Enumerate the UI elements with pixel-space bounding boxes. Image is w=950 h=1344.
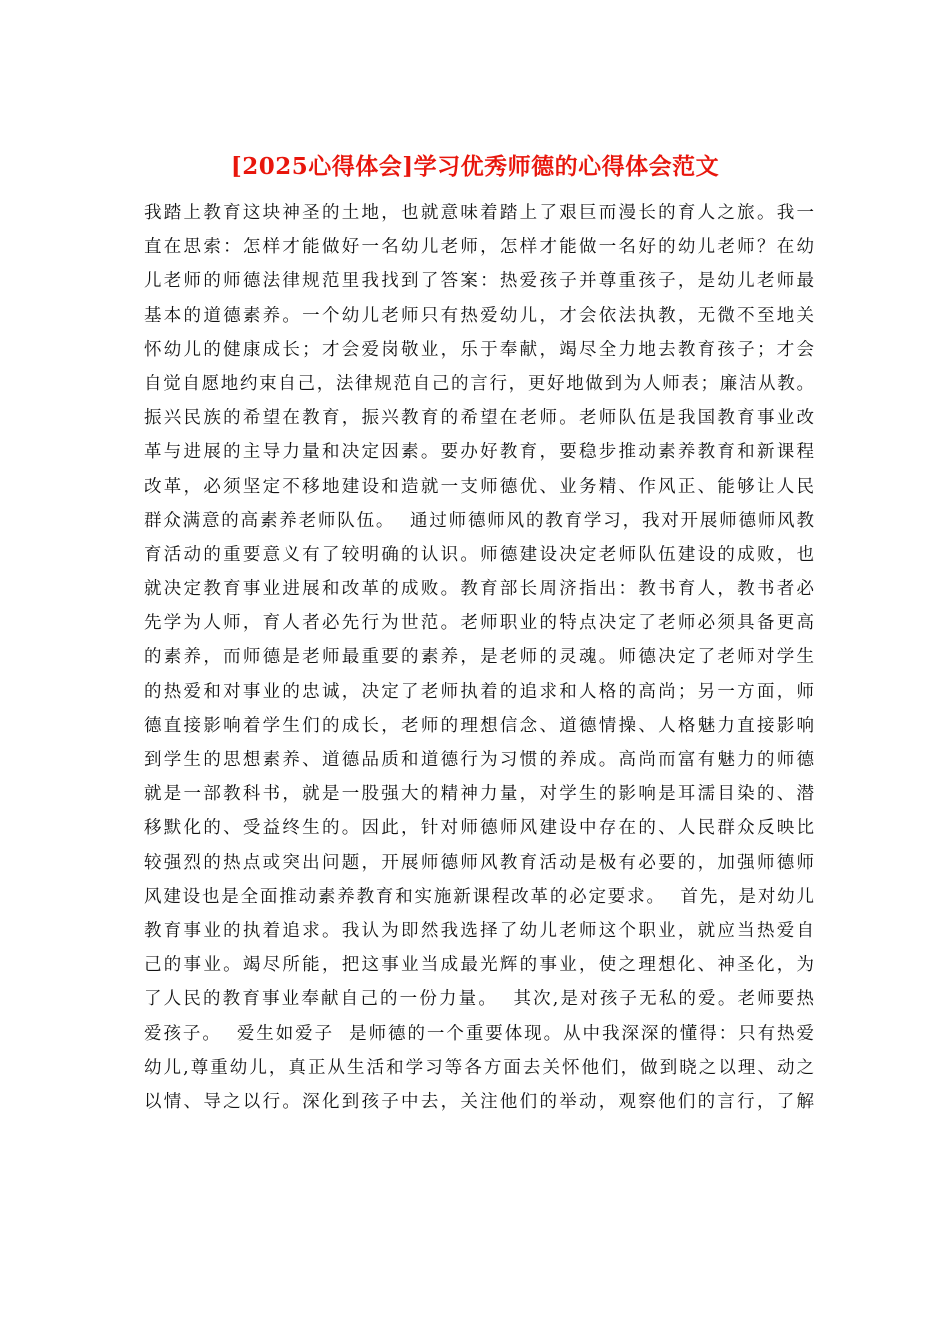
body-line: 幼儿,尊重幼儿，真正从生活和学习等各方面去关怀他们，做到晓之以理、动之 bbox=[144, 1057, 814, 1078]
document-body bbox=[144, 196, 814, 1119]
body-line: 先学为人师，育人者必先行为世范。老师职业的特点决定了老师必须具备更高 bbox=[144, 613, 814, 634]
body-line: 较强烈的热点或突出问题，开展师德师风教育活动是极有必要的，加强师德师 bbox=[144, 852, 814, 873]
body-line: 教育事业的执着追求。我认为即然我选择了幼儿老师这个职业，就应当热爱自 bbox=[144, 920, 814, 941]
body-line: 的热爱和对事业的忠诚，决定了老师执着的追求和人格的高尚；另一方面，师 bbox=[144, 681, 814, 702]
document-title: [2025心得体会]学习优秀师德的心得体会范文 bbox=[230, 153, 720, 180]
body-line: 改革，必须坚定不移地建设和造就一支师德优、业务精、作风正、能够让人民 bbox=[144, 476, 814, 497]
body-line: 育活动的重要意义有了较明确的认识。师德建设决定老师队伍建设的成败，也 bbox=[144, 544, 814, 565]
body-line: 己的事业。竭尽所能，把这事业当成最光辉的事业，使之理想化、神圣化，为 bbox=[144, 955, 814, 976]
body-line: 移默化的、受益终生的。因此，针对师德师风建设中存在的、人民群众反映比 bbox=[144, 818, 814, 839]
body-line: 基本的道德素养。一个幼儿老师只有热爱幼儿，才会依法执教，无微不至地关 bbox=[144, 305, 814, 326]
body-line: 就是一部教科书，就是一股强大的精神力量，对学生的影响是耳濡目染的、潜 bbox=[144, 784, 814, 805]
body-line: 自觉自愿地约束自己，法律规范自己的言行，更好地做到为人师表；廉洁从教。 bbox=[144, 373, 814, 394]
body-line: 爱孩子。 爱生如爱子 是师德的一个重要体现。从中我深深的懂得：只有热爱 bbox=[144, 1023, 814, 1044]
body-line: 直在思索：怎样才能做好一名幼儿老师，怎样才能做一名好的幼儿老师？在幼 bbox=[144, 237, 814, 258]
body-line: 德直接影响着学生们的成长，老师的理想信念、道德情操、人格魅力直接影响 bbox=[144, 715, 814, 736]
body-line: 儿老师的师德法律规范里我找到了答案：热爱孩子并尊重孩子，是幼儿老师最 bbox=[144, 271, 814, 292]
body-line: 革与进展的主导力量和决定因素。要办好教育，要稳步推动素养教育和新课程 bbox=[144, 442, 814, 463]
body-line: 到学生的思想素养、道德品质和道德行为习惯的养成。高尚而富有魅力的师德 bbox=[144, 750, 814, 770]
body-line: 就决定教育事业进展和改革的成败。教育部长周济指出：教书育人，教书者必 bbox=[144, 579, 814, 600]
body-line: 了人民的教育事业奉献自己的一份力量。 其次,是对孩子无私的爱。老师要热 bbox=[144, 989, 814, 1010]
body-line: 怀幼儿的健康成长；才会爱岗敬业，乐于奉献，竭尽全力地去教育孩子；才会 bbox=[144, 339, 814, 360]
body-line: 振兴民族的希望在教育，振兴教育的希望在老师。老师队伍是我国教育事业改 bbox=[144, 408, 814, 429]
body-line: 以情、导之以行。深化到孩子中去，关注他们的举动，观察他们的言行，了解 bbox=[144, 1091, 814, 1112]
body-line: 风建设也是全面推动素养教育和实施新课程改革的必定要求。 首先，是对幼儿 bbox=[144, 886, 814, 907]
body-line: 的素养，而师德是老师最重要的素养，是老师的灵魂。师德决定了老师对学生 bbox=[144, 647, 814, 668]
body-line: 群众满意的高素养老师队伍。 通过师德师风的教育学习，我对开展师德师风教 bbox=[144, 510, 814, 531]
body-line: 我踏上教育这块神圣的土地，也就意味着踏上了艰巨而漫长的育人之旅。我一 bbox=[144, 203, 814, 223]
